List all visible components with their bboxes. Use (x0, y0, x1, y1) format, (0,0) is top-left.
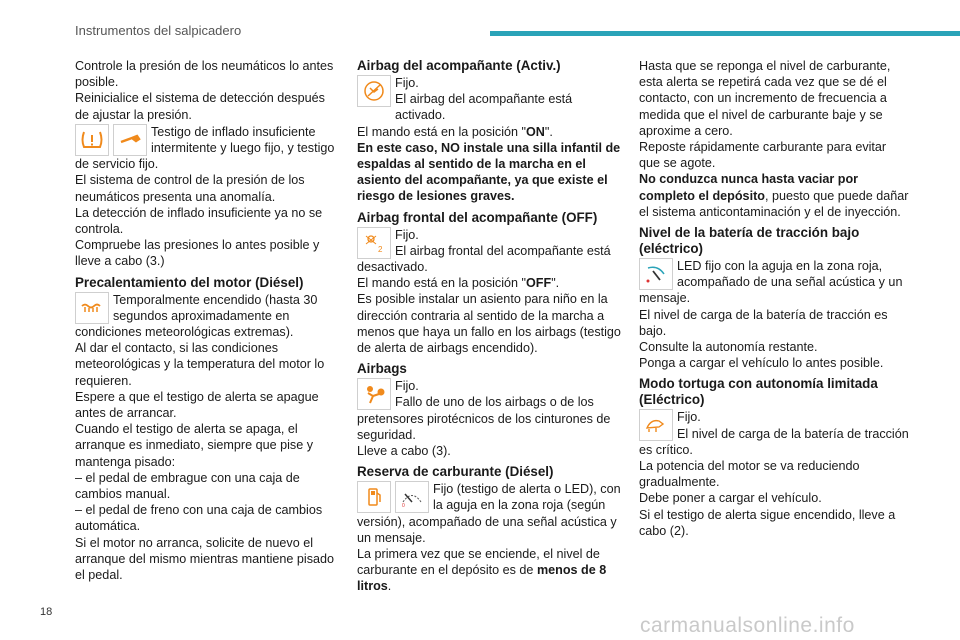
preheat-text: Temporalmente encendido (hasta 30 segundos aproximadamente en (113, 292, 318, 323)
passenger-airbag-off-icon (357, 227, 391, 259)
fuel-row (357, 481, 622, 513)
section-heading: Airbag frontal del acompañante (OFF) (357, 209, 598, 225)
paragraph: Compruebe las presiones lo antes posible y lleve a cabo (3.) (75, 238, 320, 269)
paragraph: La potencia del motor se va reduciendo gradualmente. (639, 459, 860, 490)
page-number: 18 (40, 606, 53, 618)
watermark: carmanualsonline.info (640, 614, 855, 637)
battery-text: LED fijo con la aguja en la zona roja, acompañado de una señal acústica y un (677, 259, 903, 290)
fuel-warning-bold: No conduzca nunca hasta vaciar por completo el depósito (639, 172, 859, 203)
section-heading: Reserva de carburante (Diésel) (357, 464, 554, 480)
paragraph: Al dar el contacto, si las condiciones meteorológicas y la temperatura del motor lo requieren. (75, 341, 325, 388)
paragraph: Es posible instalar un asiento para niño en la dirección contraria al sentido de la marcha a menos que haya un fallo en los airbags (testigo de alerta de airbags encendido). (357, 292, 621, 356)
airbags-text (395, 378, 622, 410)
fixed-label: Fijo. (395, 379, 419, 394)
fixed-label: Fijo. (395, 227, 419, 242)
fixed-label: Fijo. (677, 410, 701, 425)
text-fragment: La primera vez que se enciende, el nivel de carburante en el depósito es de (357, 547, 600, 578)
airbag-on-description: El airbag del acompañante está activado. (395, 92, 573, 123)
battery-row (639, 258, 909, 290)
paragraph: Cuando el testigo de alerta se apaga, el arranque es inmediato, siempre que pise y mantenga pisado: (75, 422, 314, 469)
text-fragment: ". (544, 124, 553, 139)
paragraph: condiciones meteorológicas extremas). (75, 325, 294, 340)
paragraph: Si el testigo de alerta sigue encendido, lleve a cabo (2). (639, 507, 896, 538)
turtle-row (639, 409, 909, 441)
paragraph: Reinicialice el sistema de detección después de ajustar la presión. (75, 91, 325, 122)
paragraph: El sistema de control de la presión de los neumáticos presenta una anomalía. (75, 173, 305, 204)
column-3 (639, 58, 909, 539)
paragraph: Ponga a cargar el vehículo lo antes posible. (639, 356, 884, 371)
turtle-description: El nivel de carga de la batería de tracción (677, 426, 909, 441)
column-1 (75, 58, 340, 583)
paragraph: Espere a que el testigo de alerta se apague antes de arrancar. (75, 389, 319, 421)
paragraph: Consulte la autonomía restante. (639, 340, 818, 355)
airbag-off-text (395, 227, 622, 259)
text-fragment: , puesto que puede dañar el sistema anticontaminación y el de inyección. (639, 188, 909, 219)
paragraph: Hasta que se reponga el nivel de carburante, esta alerta se repetirá cada vez que se dé el contacto, con un incremento de frecuencia a medida que el nivel de carburante baje y se aproxime a cero. (639, 59, 891, 138)
wrench-service-icon (113, 124, 147, 156)
fuel-text: Fijo (testigo de alerta o LED), con la aguja en la zona roja (según (433, 482, 621, 513)
warning-paragraph: En este caso, NO instale una silla infantil de espaldas al sentido de la marcha en el asiento del acompañante, ya que existe el riesgo de lesiones graves. (357, 140, 621, 204)
airbags-row (357, 378, 622, 410)
header-accent-bar (490, 31, 960, 36)
paragraph: Reposte rápidamente carburante para evitar que se agote. (639, 140, 887, 171)
tire-warning-text: Testigo de inflado insuficiente intermitente y luego fijo, y testigo (151, 124, 335, 156)
switch-position: ON (526, 124, 545, 139)
paragraph: Controle la presión de los neumáticos lo antes posible. (75, 59, 334, 90)
paragraph (357, 124, 622, 140)
text-fragment: ". (551, 276, 560, 291)
svg-text:0: 0 (402, 503, 405, 510)
tire-warning-row (75, 124, 340, 156)
fixed-label: Fijo. (395, 76, 419, 90)
text-fragment: . (387, 579, 392, 594)
switch-position: OFF (526, 276, 552, 291)
paragraph: Lleve a cabo (3). (357, 444, 451, 459)
battery-gauge-icon (639, 258, 673, 290)
section-heading: Airbags (357, 361, 407, 377)
fuel-pump-icon (357, 481, 391, 513)
paragraph: El nivel de carga de la batería de tracción es bajo. (639, 307, 888, 338)
airbag-off-description: El airbag frontal del acompañante está (395, 243, 611, 258)
glow-plug-icon (75, 292, 109, 324)
airbag-fault-icon (357, 378, 391, 410)
paragraph: – el pedal de freno con una caja de cambios automática. (75, 503, 323, 534)
passenger-airbag-on-icon (357, 75, 391, 107)
turtle-icon (639, 409, 673, 441)
section-heading: Modo tortuga con autonomía limitada (Eléctrico) (639, 376, 878, 408)
paragraph (639, 171, 909, 220)
preheat-row (75, 292, 340, 324)
airbag-off-row (357, 227, 622, 259)
paragraph: Debe poner a cargar el vehículo. (639, 491, 822, 506)
paragraph: Si el motor no arranca, solicite de nuevo el arranque del mismo mientras mantiene pisado el pedal. (75, 535, 335, 583)
paragraph: – el pedal de embrague con una caja de cambios manual. (75, 470, 300, 502)
paragraph (357, 546, 622, 595)
tire-pressure-icon (75, 124, 109, 156)
text-fragment: El mando está en la posición " (357, 124, 526, 139)
section-heading: Nivel de la batería de tracción bajo (eléctrico) (639, 225, 860, 257)
paragraph: es crítico. (639, 442, 693, 457)
fuel-threshold: menos de 8 litros (357, 563, 607, 594)
page-header-title: Instrumentos del salpicadero (75, 23, 242, 38)
airbag-on-row (357, 75, 622, 124)
section-heading: Airbag del acompañante (Activ.) (357, 58, 561, 73)
column-2 (357, 58, 622, 595)
section-heading: Precalentamiento del motor (Diésel) (75, 274, 304, 290)
paragraph: mensaje. (639, 291, 691, 306)
paragraph (357, 275, 622, 291)
airbag-on-text (395, 75, 622, 124)
turtle-text (677, 409, 909, 441)
airbags-description: Fallo de uno de los airbags o de los (395, 395, 594, 410)
paragraph: La detección de inflado insuficiente ya no se controla. (75, 205, 323, 237)
paragraph: versión), acompañado de una señal acústica y un mensaje. (357, 514, 617, 545)
paragraph: pretensores pirotécnicos de los cinturones de seguridad. (357, 411, 611, 442)
svg-text:2: 2 (378, 244, 383, 254)
text-fragment: El mando está en la posición " (357, 276, 526, 291)
paragraph: desactivado. (357, 260, 428, 275)
paragraph: de servicio fijo. (75, 157, 159, 172)
fuel-gauge-icon (395, 481, 429, 513)
